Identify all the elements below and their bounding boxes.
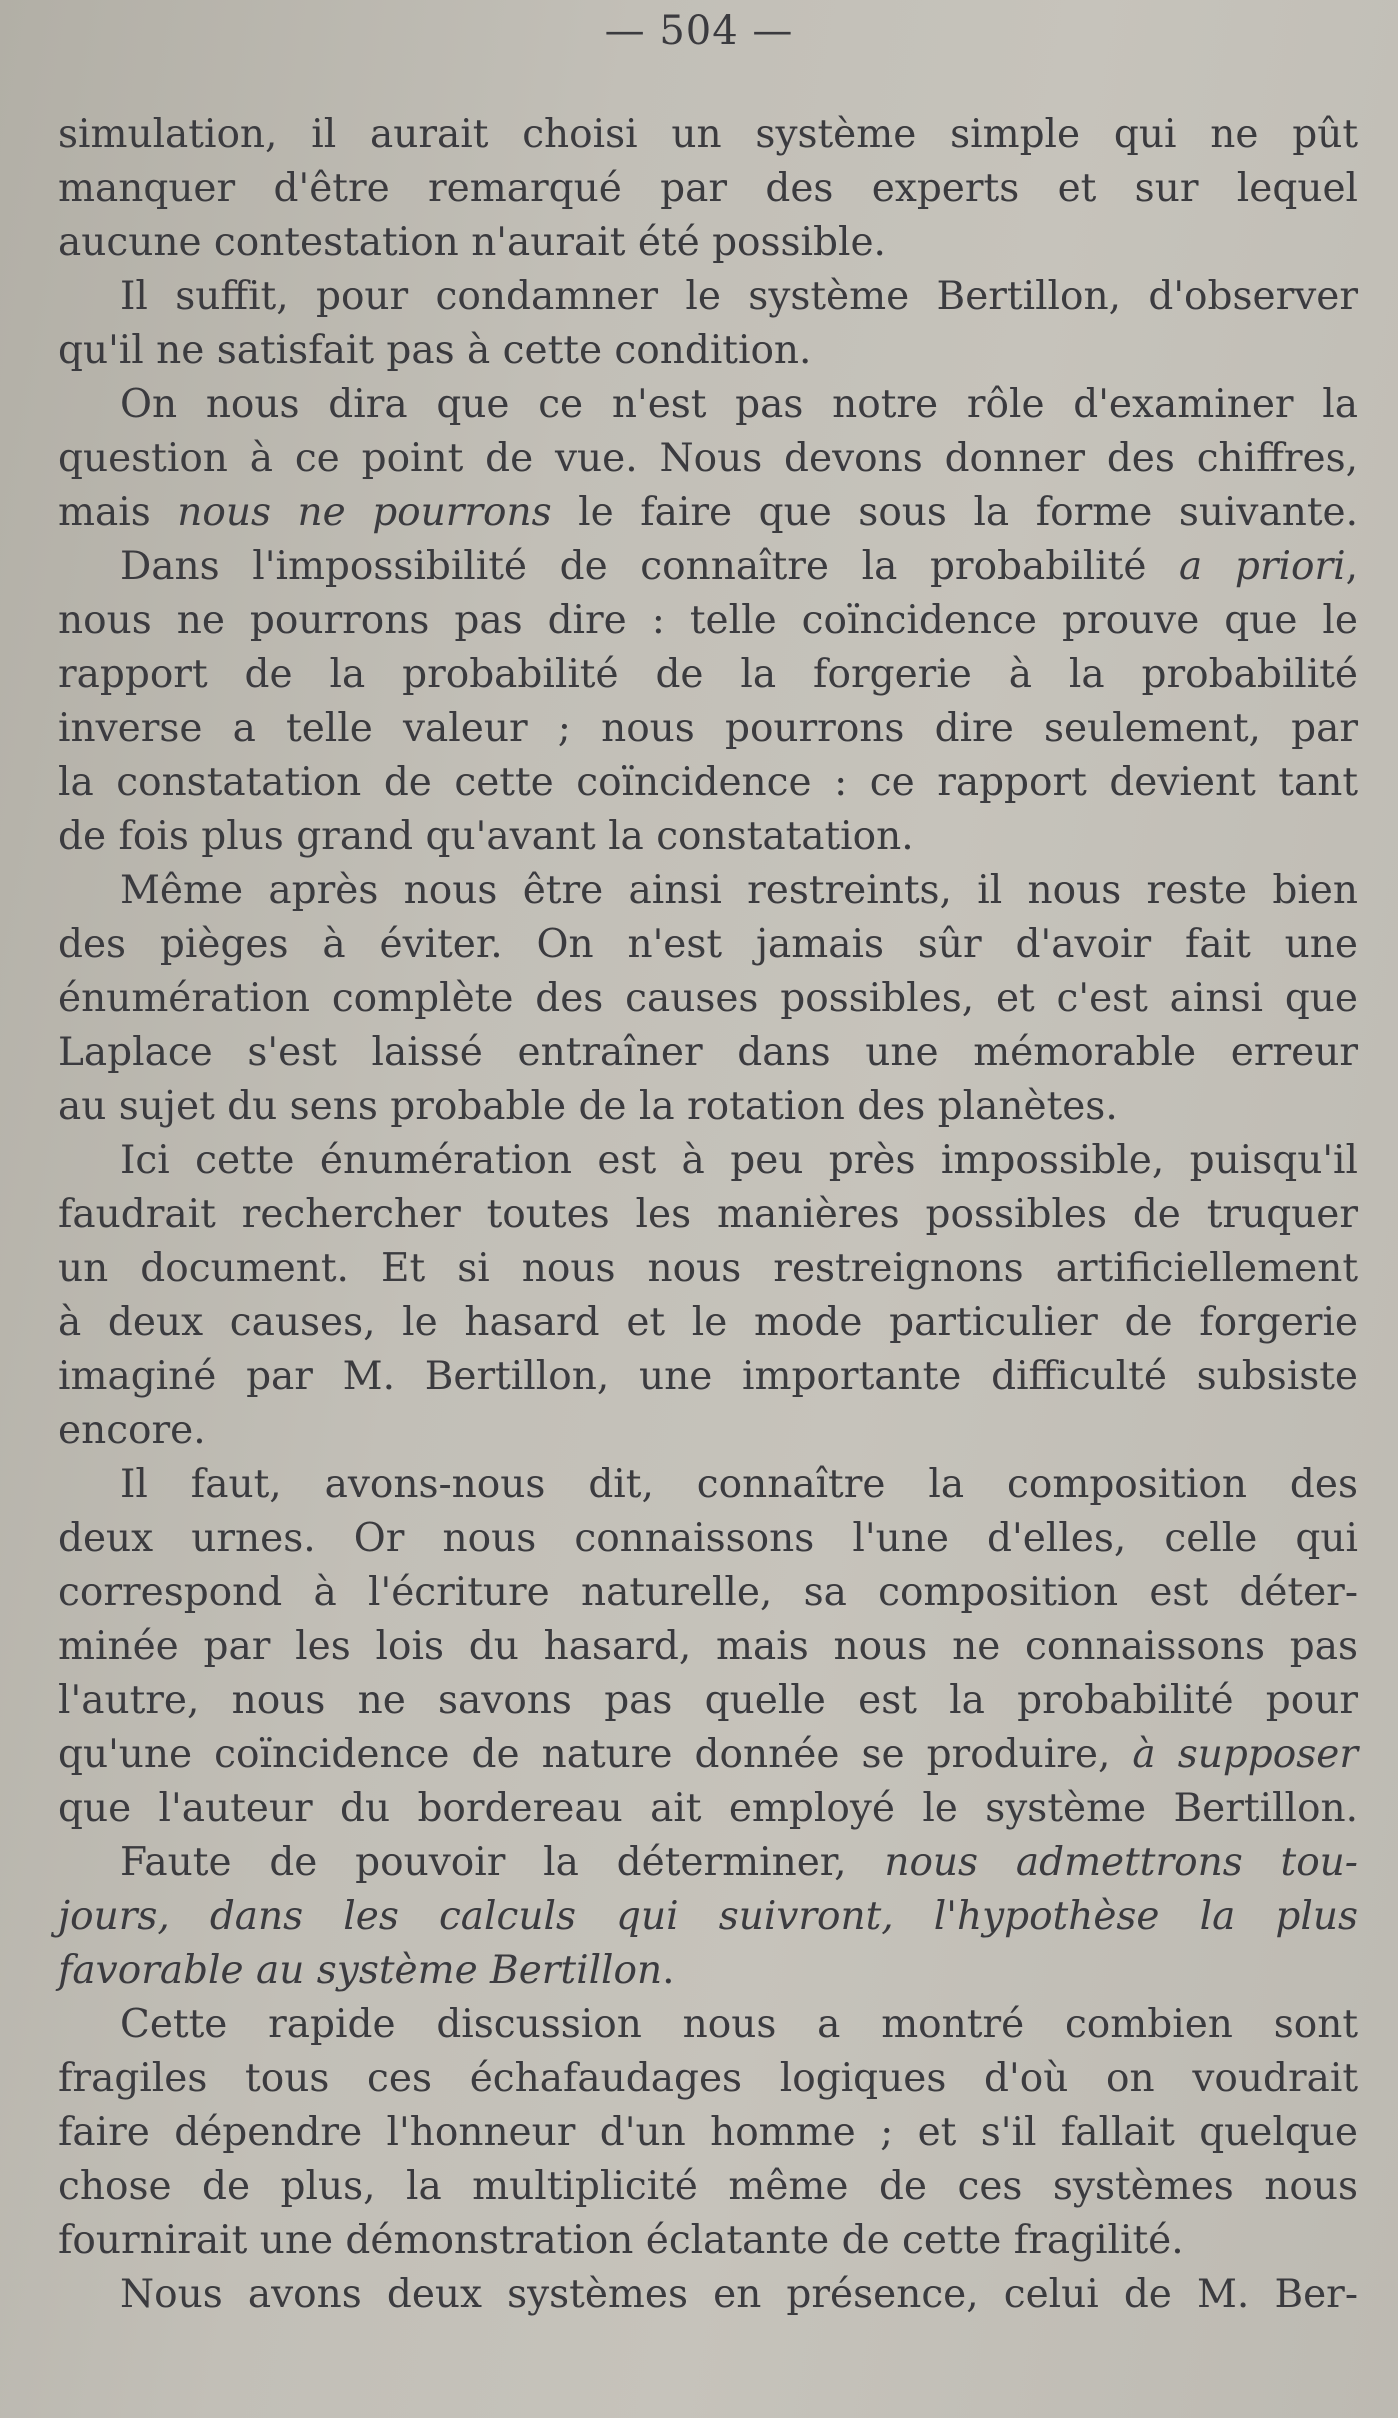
text-segment: chose de plus, la multiplicité même de ces systèmes nous bbox=[58, 2164, 1358, 2209]
text-line bbox=[58, 432, 1358, 486]
text-segment: de fois plus grand qu'avant la constatation. bbox=[58, 814, 914, 859]
text-line bbox=[58, 972, 1358, 1026]
text-line bbox=[58, 1836, 1358, 1890]
text-line bbox=[58, 2160, 1358, 2214]
text-segment: correspond à l'écriture naturelle, sa composition est déter- bbox=[58, 1570, 1358, 1615]
text-line bbox=[58, 1350, 1358, 1404]
text-line bbox=[58, 378, 1358, 432]
text-line bbox=[58, 1512, 1358, 1566]
text-line bbox=[58, 1080, 1358, 1134]
text-segment: nous ne pourrons pas dire : telle coïncidence prouve que le bbox=[58, 598, 1358, 643]
text-line bbox=[58, 702, 1358, 756]
text-segment: manquer d'être remarqué par des experts et sur lequel bbox=[58, 166, 1358, 211]
text-line bbox=[58, 1134, 1358, 1188]
text-segment: que l'auteur du bordereau ait employé le système Bertillon. bbox=[58, 1786, 1358, 1831]
text-segment: Il faut, avons-nous dit, connaître la composition des bbox=[120, 1462, 1358, 1507]
text-segment: Il suffit, pour condamner le système Bertillon, d'observer bbox=[120, 274, 1358, 319]
text-segment: question à ce point de vue. Nous devons donner des chiffres, bbox=[58, 436, 1358, 481]
text-segment: fragiles tous ces échafaudages logiques d'où on voudrait bbox=[58, 2056, 1358, 2101]
text-line bbox=[58, 1998, 1358, 2052]
text-line bbox=[58, 1674, 1358, 1728]
text-line bbox=[58, 1728, 1358, 1782]
text-line bbox=[58, 270, 1358, 324]
text-segment: deux urnes. Or nous connaissons l'une d'elles, celle qui bbox=[58, 1516, 1358, 1561]
text-line bbox=[58, 540, 1358, 594]
text-line bbox=[58, 324, 1358, 378]
text-segment: Laplace s'est laissé entraîner dans une mémorable erreur bbox=[58, 1030, 1358, 1075]
italic-text: nous admettrons tou- bbox=[884, 1840, 1358, 1885]
text-line bbox=[58, 1296, 1358, 1350]
text-line bbox=[58, 1188, 1358, 1242]
text-line bbox=[58, 1944, 1358, 1998]
text-line bbox=[58, 1404, 1358, 1458]
text-line bbox=[58, 1782, 1358, 1836]
italic-text: favorable au système Bertillon bbox=[58, 1948, 663, 1993]
text-segment: rapport de la probabilité de la forgerie à la probabilité bbox=[58, 652, 1358, 697]
text-line bbox=[58, 1620, 1358, 1674]
text-segment: Faute de pouvoir la déterminer, bbox=[120, 1840, 885, 1885]
text-line bbox=[58, 594, 1358, 648]
text-segment: fournirait une démonstration éclatante de cette fragilité. bbox=[58, 2218, 1184, 2263]
text-segment: l'autre, nous ne savons pas quelle est la probabilité pour bbox=[58, 1678, 1358, 1723]
text-line bbox=[58, 108, 1358, 162]
text-line bbox=[58, 648, 1358, 702]
text-segment: Ici cette énumération est à peu près impossible, puisqu'il bbox=[120, 1138, 1358, 1183]
text-line bbox=[58, 162, 1358, 216]
text-segment: Nous avons deux systèmes en présence, celui de M. Ber- bbox=[120, 2272, 1358, 2317]
text-segment: . bbox=[662, 1948, 675, 1993]
text-segment: inverse a telle valeur ; nous pourrons dire seulement, par bbox=[58, 706, 1358, 751]
page-number: — 504 — bbox=[604, 8, 794, 54]
text-line bbox=[58, 1458, 1358, 1512]
text-segment: des pièges à éviter. On n'est jamais sûr d'avoir fait une bbox=[58, 922, 1358, 967]
body-text bbox=[58, 108, 1358, 2322]
text-segment: le faire que sous la forme suivante. bbox=[551, 490, 1358, 535]
text-line bbox=[58, 918, 1358, 972]
text-segment: , bbox=[1345, 544, 1358, 589]
text-segment: simulation, il aurait choisi un système simple qui ne pût bbox=[58, 112, 1358, 157]
text-segment: On nous dira que ce n'est pas notre rôle d'examiner la bbox=[120, 382, 1358, 427]
text-segment: encore. bbox=[58, 1408, 206, 1453]
text-segment: aucune contestation n'aurait été possible. bbox=[58, 220, 886, 265]
italic-text: jours, dans les calculs qui suivront, l'hypothèse la plus bbox=[58, 1894, 1358, 1939]
italic-text: à supposer bbox=[1132, 1732, 1358, 1777]
text-line bbox=[58, 810, 1358, 864]
text-segment: la constatation de cette coïncidence : ce rapport devient tant bbox=[58, 760, 1358, 805]
text-line bbox=[58, 2268, 1358, 2322]
italic-text: nous ne pourrons bbox=[177, 490, 552, 535]
text-segment: à deux causes, le hasard et le mode particulier de forgerie bbox=[58, 1300, 1358, 1345]
text-line bbox=[58, 864, 1358, 918]
text-line bbox=[58, 2106, 1358, 2160]
text-line bbox=[58, 1566, 1358, 1620]
text-line bbox=[58, 486, 1358, 540]
text-segment: un document. Et si nous nous restreignons artificiellement bbox=[58, 1246, 1358, 1291]
text-segment: qu'une coïncidence de nature donnée se produire, bbox=[58, 1732, 1133, 1777]
text-segment: qu'il ne satisfait pas à cette condition. bbox=[58, 328, 812, 373]
text-segment: au sujet du sens probable de la rotation des planètes. bbox=[58, 1084, 1118, 1129]
text-segment: Cette rapide discussion nous a montré combien sont bbox=[120, 2002, 1358, 2047]
text-line bbox=[58, 2052, 1358, 2106]
text-segment: énumération complète des causes possibles, et c'est ainsi que bbox=[58, 976, 1358, 1021]
text-segment: Dans l'impossibilité de connaître la probabilité bbox=[120, 544, 1180, 589]
text-line bbox=[58, 2214, 1358, 2268]
text-line bbox=[58, 216, 1358, 270]
text-segment: faire dépendre l'honneur d'un homme ; et s'il fallait quelque bbox=[58, 2110, 1358, 2155]
text-segment: faudrait rechercher toutes les manières possibles de truquer bbox=[58, 1192, 1358, 1237]
text-segment: imaginé par M. Bertillon, une importante difficulté subsiste bbox=[58, 1354, 1358, 1399]
text-segment: Même après nous être ainsi restreints, il nous reste bien bbox=[120, 868, 1358, 913]
text-segment: minée par les lois du hasard, mais nous ne connaissons pas bbox=[58, 1624, 1358, 1669]
text-line bbox=[58, 756, 1358, 810]
text-line bbox=[58, 1890, 1358, 1944]
text-line bbox=[58, 1026, 1358, 1080]
text-segment: mais bbox=[58, 490, 178, 535]
italic-text: a priori bbox=[1179, 544, 1346, 589]
text-line bbox=[58, 1242, 1358, 1296]
